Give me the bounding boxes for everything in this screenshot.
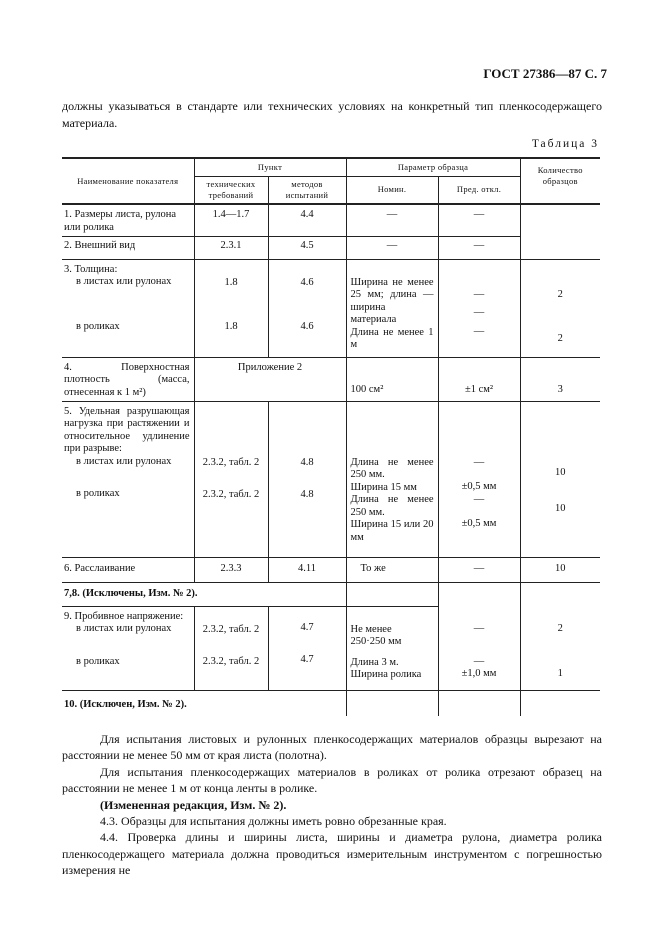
header-methods: методов испытаний <box>268 176 346 204</box>
table-label: Таблица 3 <box>531 138 599 150</box>
row6-pred: — <box>438 557 520 582</box>
header-tech: технических требований <box>194 176 268 204</box>
row1-name: 1. Размеры листа, рулона или ролика <box>64 209 177 233</box>
row3-nomin1: Ширина не менее 25 мм; длина — ширина материала <box>350 276 434 326</box>
row5-method1: 4.8 <box>300 456 314 468</box>
row9-sub2: в роликах <box>76 655 120 667</box>
row1-pred: — <box>438 204 520 236</box>
row5-count1: 10 <box>555 466 566 478</box>
header-pred: Пред. откл. <box>438 176 520 204</box>
row3-pred2b: — <box>473 325 485 337</box>
row3-count1: 2 <box>557 288 563 300</box>
row5-name: 5. Удельная разрушающая нагрузка при растяжении и относительное удлинение при разрыве: <box>64 405 190 455</box>
table-row <box>62 204 600 236</box>
table-row <box>62 401 600 557</box>
row3-sub2: в роликах <box>76 320 120 332</box>
header-punkt: Пункт <box>194 158 346 176</box>
row3-name: 3. Толщина: <box>64 263 118 275</box>
row6-method: 4.11 <box>268 557 346 582</box>
row5-nomin2a: Длина не менее 250 мм. <box>350 494 434 518</box>
table-row <box>62 606 600 690</box>
table-row <box>62 582 600 606</box>
row5-nomin2b: Ширина 15 или 20 мм <box>350 519 434 544</box>
row5-pred2a: — <box>473 493 485 505</box>
row9-count1: 2 <box>557 623 563 634</box>
row6-count: 10 <box>520 557 600 582</box>
row4-pred: ±1 см² <box>438 357 520 401</box>
row4-count: 3 <box>520 357 600 401</box>
row9-nomin1: Не менее 250·250 мм <box>350 623 402 648</box>
row4-name: 4. Поверхностная плотность (масса, отнесенная к 1 м²) <box>62 357 194 401</box>
header-count: Количество образцов <box>520 158 600 204</box>
table-row <box>62 259 600 357</box>
row5-pred1b: ±0,5 мм <box>461 481 497 493</box>
header-name: Наименование показателя <box>62 158 194 204</box>
row5-sub2: в роликах <box>76 488 120 500</box>
row10-text: 10. (Исключен, Изм. № 2). <box>64 698 187 710</box>
row9-sub1: в листах или рулонах <box>76 623 172 635</box>
row6-tech: 2.3.3 <box>194 557 268 582</box>
row4-tech: Приложение 2 <box>194 357 346 401</box>
row9-nomin2b: Ширина ролика <box>350 669 422 681</box>
row5-nomin1b: Ширина 15 мм <box>350 481 417 493</box>
row3-count2: 2 <box>557 333 563 345</box>
row5-tech1: 2.3.2, табл. 2 <box>202 456 260 468</box>
row2-pred: — <box>438 236 520 259</box>
row3-tech2: 1.8 <box>224 321 238 333</box>
table-row <box>62 557 600 582</box>
header-nomin: Номин. <box>346 176 438 204</box>
row2-tech: 2.3.1 <box>194 236 268 259</box>
row3-sub1: в листах или рулонах <box>76 276 172 288</box>
table-row <box>62 236 600 259</box>
row1-nomin: — <box>346 204 438 236</box>
body-paragraph-2: Для испытания пленкосодержащих материалов в роликах от ролика отрезают образец на расстоянии не менее 1 м от конца ленты в ролике. <box>62 764 602 796</box>
body-paragraph-5: 4.4. Проверка длины и ширины листа, ширины и диаметра рулона, диаметра ролика пленкосодержащего материала должна проводиться измерительным инструментом с погрешностью измерения не <box>62 830 602 878</box>
table-row <box>62 690 600 716</box>
table-row <box>62 357 600 401</box>
page-header: ГОСТ 27386—87 С. 7 <box>483 66 607 81</box>
body-text <box>62 731 602 879</box>
row3-method2: 4.6 <box>300 321 314 333</box>
row9-nomin2a: Длина 3 м. <box>350 656 399 668</box>
row9-pred2a: — <box>473 655 485 667</box>
row9-pred2b: ±1,0 мм <box>461 668 497 680</box>
body-paragraph-4: 4.3. Образцы для испытания должны иметь ровно обрезанные края. <box>100 814 447 829</box>
row5-tech2: 2.3.2, табл. 2 <box>202 489 260 501</box>
row5-pred2b: ±0,5 мм <box>461 518 497 530</box>
row6-name: 6. Расслаивание <box>62 557 194 582</box>
row5-count2: 10 <box>555 503 566 515</box>
row3-method1: 4.6 <box>300 276 314 288</box>
body-paragraph-1: Для испытания листовых и рулонных пленкосодержащих материалов образцы вырезают на расстоянии не менее 50 мм от края листа (полотна). <box>62 732 602 763</box>
row9-method2: 4.7 <box>300 654 314 666</box>
row3-pred1: — <box>473 288 485 300</box>
row2-nomin: — <box>346 236 438 259</box>
row1-tech: 1.4—1.7 <box>194 204 268 236</box>
row9-tech2: 2.3.2, табл. 2 <box>202 656 260 668</box>
row4-nomin: 100 см² <box>346 357 438 401</box>
row3-nomin2: Длина не менее 1 м <box>350 326 434 351</box>
row5-nomin1a: Длина не менее 250 мм. <box>350 456 434 481</box>
row3-pred2a: — <box>473 307 485 319</box>
table-3 <box>62 157 600 716</box>
row6-nomin: То же <box>346 557 438 582</box>
row3-tech1: 1.8 <box>224 276 238 288</box>
row9-pred1: — <box>473 623 485 634</box>
row9-method1: 4.7 <box>300 621 314 633</box>
row5-pred1a: — <box>473 456 485 468</box>
row78-text: 7,8. (Исключены, Изм. № 2). <box>64 587 198 599</box>
row9-count2: 1 <box>557 667 563 679</box>
row5-sub1: в листах или рулонах <box>76 455 172 467</box>
row1-method: 4.4 <box>268 204 346 236</box>
row5-method2: 4.8 <box>300 489 314 501</box>
row2-method: 4.5 <box>268 236 346 259</box>
table-header-row <box>62 158 600 176</box>
body-paragraph-3: (Измененная редакция, Изм. № 2). <box>100 797 287 812</box>
row9-tech1: 2.3.2, табл. 2 <box>202 623 260 635</box>
row2-name: 2. Внешний вид <box>62 236 194 259</box>
intro-paragraph: должны указываться в стандарте или технических условиях на конкретный тип пленкосодержащего материала. <box>62 99 602 130</box>
header-param: Параметр образца <box>346 158 520 176</box>
row9-name: 9. Пробивное напряжение: <box>64 610 184 622</box>
